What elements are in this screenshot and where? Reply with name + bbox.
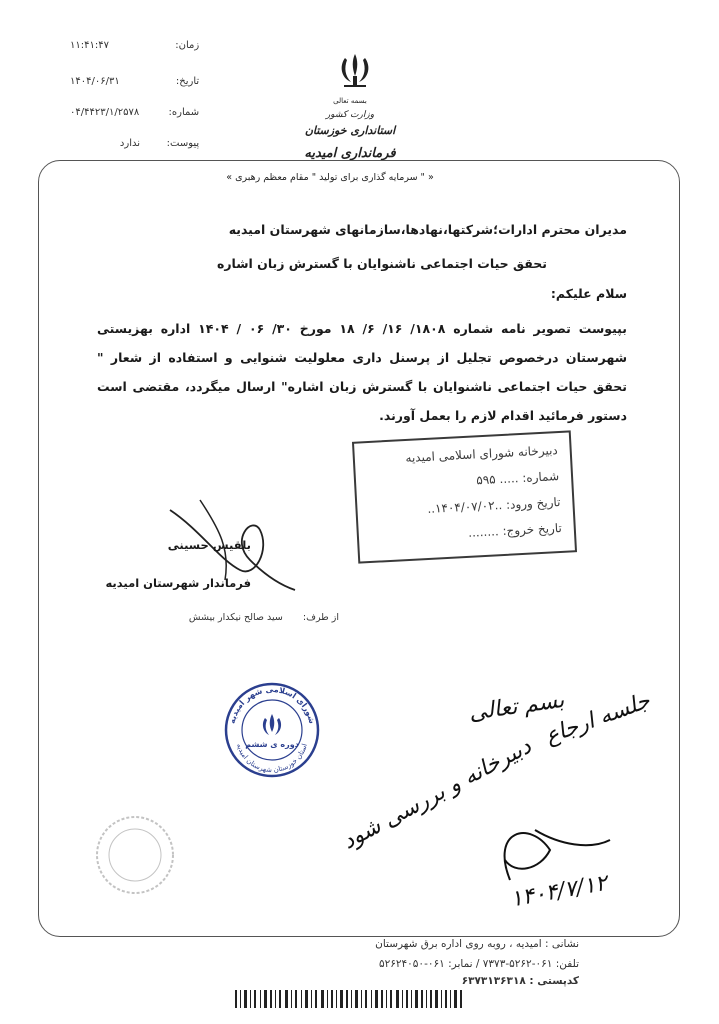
governorate-text: فرمانداری امیدیه xyxy=(304,146,396,161)
seal-top-text: شورای اسلامی شهر امیدیه xyxy=(227,684,317,725)
footer-postal-code: کدپستی : ۶۳۷۳۱۳۶۳۱۸ xyxy=(461,975,579,987)
greeting: سلام علیکم: xyxy=(550,286,627,301)
time-label: زمان: xyxy=(175,40,200,51)
handwritten-note xyxy=(300,680,660,924)
date-value: ۱۴۰۴/۰۶/۳۱ xyxy=(70,76,120,87)
signer-title: فرماندار شهرستان امیدیه xyxy=(105,576,251,590)
seal-middle-text: دوره ی ششم xyxy=(245,740,299,749)
meta-number xyxy=(70,107,199,118)
cc-prefix: از طرف: xyxy=(302,612,339,623)
handwritten-line2: جلسه ارجاع xyxy=(542,688,654,750)
meta-date xyxy=(70,76,199,87)
attachment-label: پیوست: xyxy=(166,138,200,149)
seal-bottom-text: استان خوزستان شهرستان امیدیه xyxy=(235,742,309,775)
meta-attachment xyxy=(70,138,199,149)
meta-time xyxy=(70,40,199,51)
handwritten-line3: دبیرخانه و بررسی شود xyxy=(338,733,536,855)
registration-stamp xyxy=(352,430,577,563)
iran-emblem-icon xyxy=(332,50,378,94)
cc-name: سید صالح نیکدار بیشش xyxy=(188,612,283,623)
slogan-text: « " سرمایه گذاری برای تولید " مقام معظم رهبری » xyxy=(226,172,434,183)
letter-body: بپیوست تصویر نامه شماره ۱۸۰۸/ ۱۶/ ۶/ ۱۸ مورخ ۳۰/ ۰۶ / ۱۴۰۴ اداره بهزیستی شهرستان درخصوص تجلیل از پرسنل داری معلولیت شنوایی و استفاده از شعار " تحقق حیات اجتماعی ناشنوایان با گسترش زبان اشاره" ارسال میگردد، مقتضی است دستور فرمائید اقدام لازم را بعمل آورند. xyxy=(97,321,627,423)
reg-stamp-exit-date: تاریخ خروج: ........ xyxy=(467,520,563,540)
reg-stamp-entry-date: تاریخ ورود: ..۱۴۰۴/۰۷/۰۲.. xyxy=(427,494,561,516)
footer-phones: تلفن: ۰۶۱-۵۲۶۲-۷۳۷۳ / نمابر: ۰۶۱-۵۲۶۲۴۰۵۰ xyxy=(378,958,579,970)
reg-stamp-number: شماره: ..... ۵۹۵ xyxy=(475,469,560,488)
subject: تحقق حیات اجتماعی ناشنوایان با گسترش زبان اشاره xyxy=(216,256,547,271)
footer-address: نشانی : امیدیه ، روبه روی اداره برق شهرستان xyxy=(375,938,579,950)
date-label: تاریخ: xyxy=(175,76,200,87)
number-value: ۰۴/۴۴۲۳/۱/۲۵۷۸ xyxy=(70,107,140,118)
handwritten-line1: بسم تعالی xyxy=(467,687,566,726)
attachment-value: ندارد xyxy=(119,138,140,149)
signer-name: بلقیس حسینی xyxy=(167,538,251,552)
faint-seal-icon xyxy=(95,810,175,900)
province-text: استانداری خوزستان xyxy=(304,124,396,137)
addressee: مدیران محترم ادارات؛شرکتها،نهادها،سازمانهای شهرستان امیدیه xyxy=(228,222,627,237)
number-label: شماره: xyxy=(168,107,200,118)
basmala-text: بسمه تعالی xyxy=(333,97,367,105)
ministry-text: وزارت کشور xyxy=(325,110,375,120)
cc-line xyxy=(189,612,339,623)
handwritten-date: ۱۴۰۴/۷/۱۲ xyxy=(508,870,610,913)
time-value: ۱۱:۴۱:۴۷ xyxy=(70,40,109,51)
reg-stamp-title: دبیرخانه شورای اسلامی امیدیه xyxy=(405,443,559,466)
barcode-icon xyxy=(235,990,465,1008)
